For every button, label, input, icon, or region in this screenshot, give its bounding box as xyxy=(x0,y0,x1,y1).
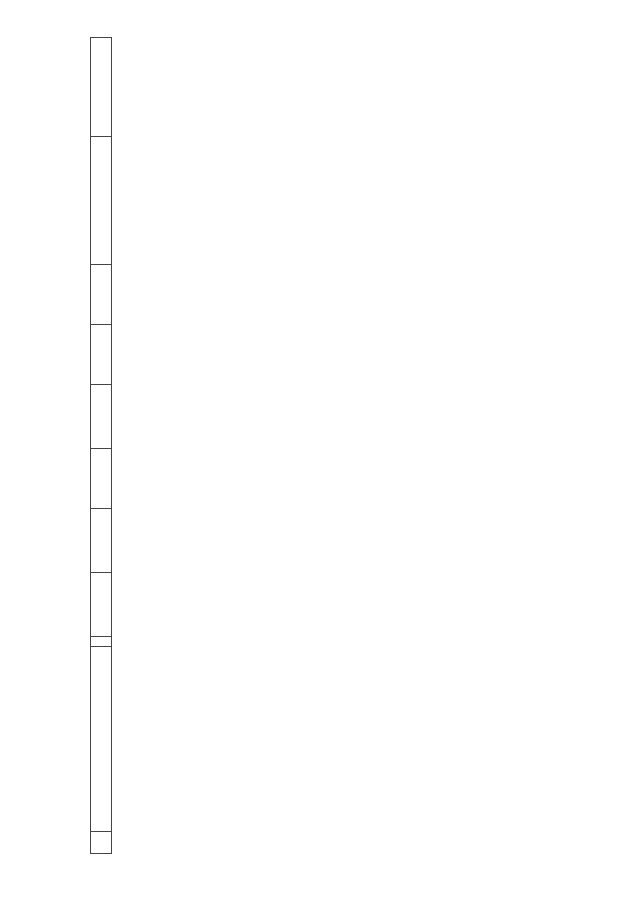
col-header xyxy=(91,637,112,647)
col-header xyxy=(91,265,112,325)
col-header xyxy=(91,38,112,137)
col-header xyxy=(91,832,112,854)
col-header xyxy=(91,647,112,832)
col-header xyxy=(91,573,112,637)
col-header xyxy=(91,325,112,385)
header-row xyxy=(91,38,112,854)
col-header xyxy=(91,509,112,573)
col-header xyxy=(91,137,112,265)
program-table xyxy=(90,37,112,854)
col-header xyxy=(91,385,112,449)
col-header xyxy=(91,449,112,509)
rotated-page xyxy=(90,38,632,854)
